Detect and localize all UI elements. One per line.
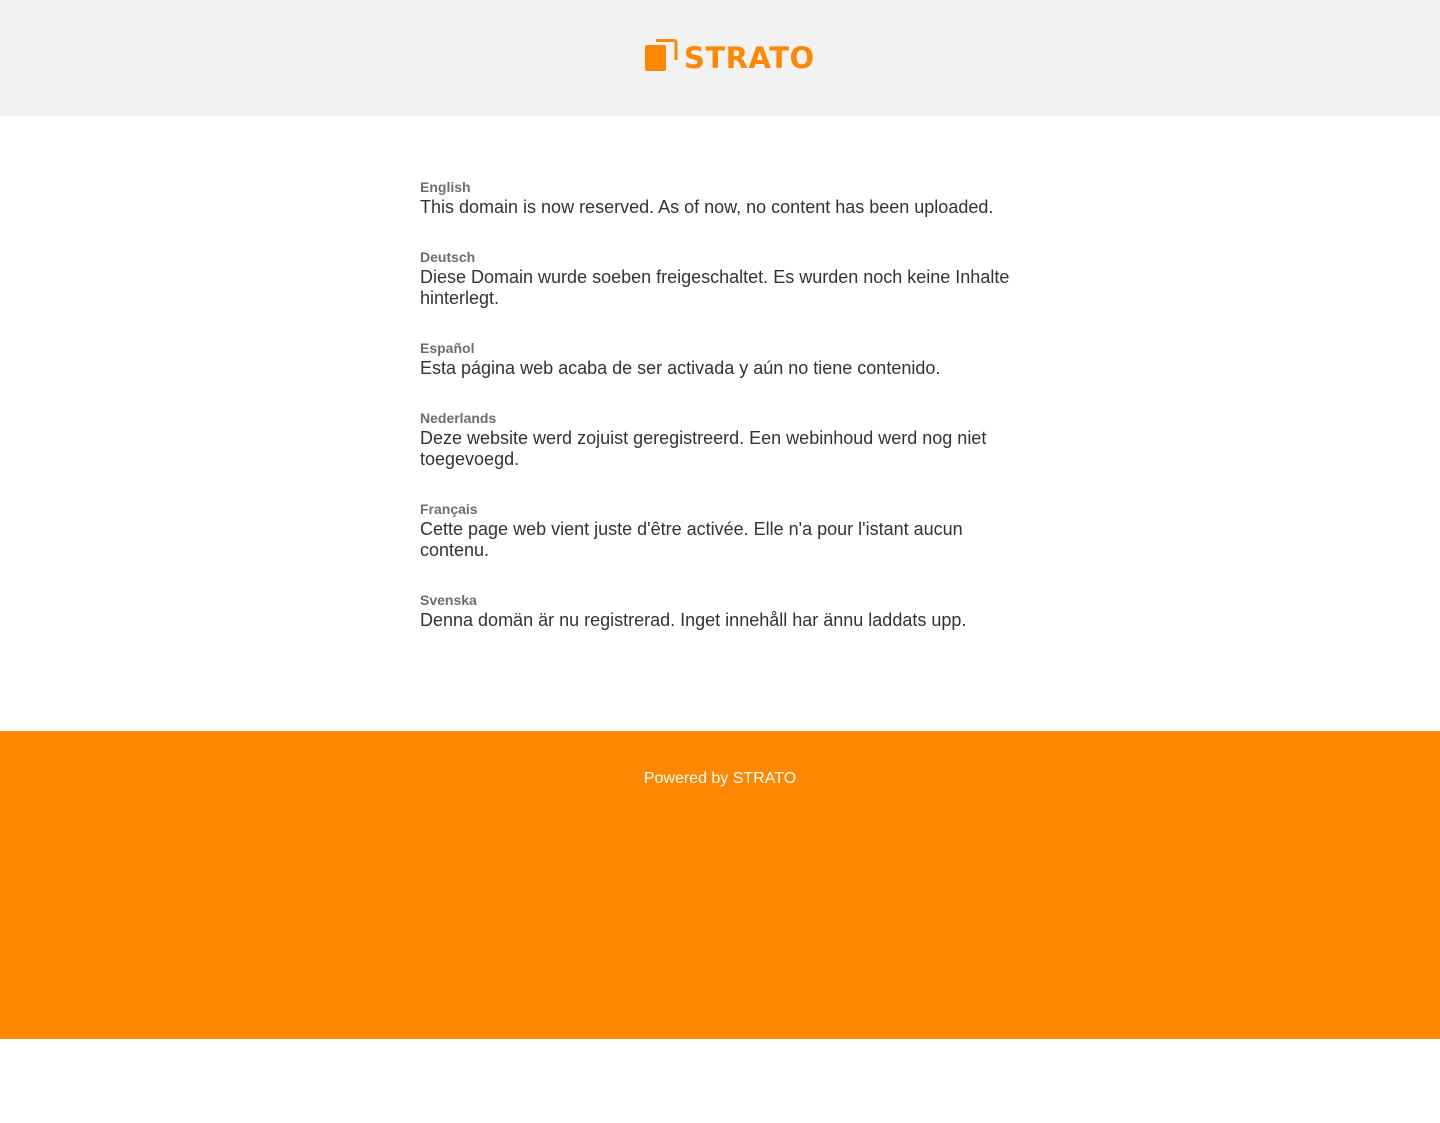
lang-message: Diese Domain wurde soeben freigeschaltet. Es wurden noch keine Inhalte hinterlegt.: [420, 267, 1010, 308]
strato-logo[interactable]: [644, 39, 815, 75]
lang-label: English: [420, 179, 471, 195]
lang-block-nederlands: [420, 409, 1020, 470]
lang-message: Cette page web vient juste d'être activée. Elle n'a pour l'istant aucun contenu.: [420, 519, 963, 560]
lang-label: Deutsch: [420, 249, 476, 265]
lang-label: Nederlands: [420, 410, 497, 426]
language-messages: [420, 178, 1020, 661]
logo-wordmark: STRATO: [684, 41, 815, 75]
lang-label: Svenska: [420, 592, 477, 608]
lang-message: Esta página web acaba de ser activada y aún no tiene contenido.: [420, 358, 941, 378]
lang-message: This domain is now reserved. As of now, no content has been uploaded.: [420, 197, 994, 217]
strato-square-icon: [644, 39, 680, 73]
lang-message: Denna domän är nu registrerad. Inget innehåll har ännu laddats upp.: [420, 610, 967, 630]
page-header: [0, 0, 1440, 116]
lang-label: Français: [420, 501, 478, 517]
lang-block-deutsch: [420, 248, 1020, 309]
lang-block-svenska: [420, 591, 1020, 631]
lang-message: Deze website werd zojuist geregistreerd. Een webinhoud werd nog niet toegevoegd.: [420, 428, 987, 469]
lang-block-espanol: [420, 339, 1020, 379]
powered-by-link[interactable]: Powered by STRATO: [643, 770, 797, 787]
lang-block-francais: [420, 500, 1020, 561]
lang-label: Español: [420, 340, 475, 356]
lang-block-english: [420, 178, 1020, 218]
page-footer: [0, 731, 1440, 1039]
